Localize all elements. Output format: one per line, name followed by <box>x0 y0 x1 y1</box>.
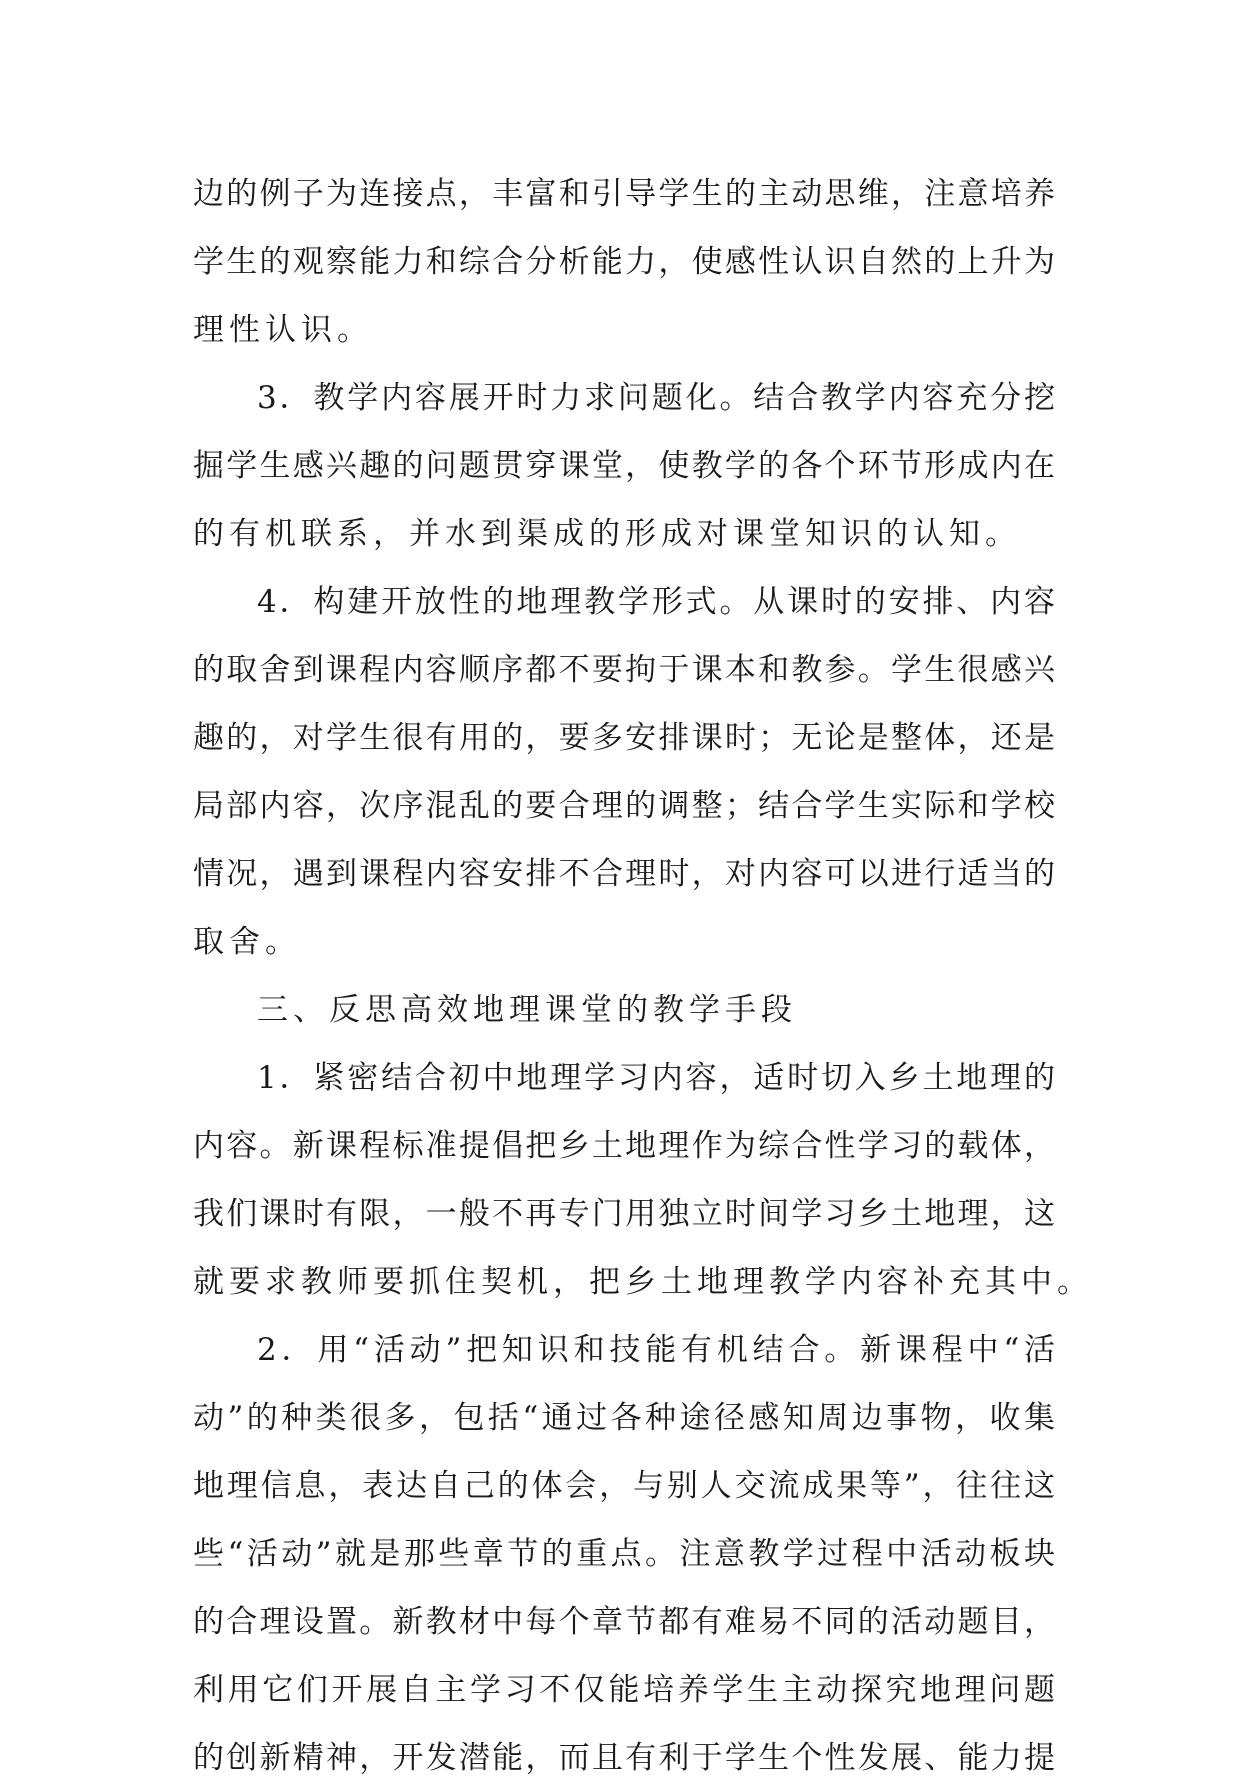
text-line: 内容。新课程标准提倡把乡土地理作为综合性学习的载体， <box>193 1128 1055 1164</box>
text-line: 就要求教师要抓住契机，把乡土地理教学内容补充其中。 <box>193 1264 1093 1300</box>
text-line: 动”的种类很多，包括“通过各种途径感知周边事物，收集 <box>193 1400 1055 1436</box>
text-line: 边的例子为连接点，丰富和引导学生的主动思维，注意培养 <box>193 176 1055 212</box>
text-line: 取舍。 <box>193 924 301 960</box>
text-line: 的取舍到课程内容顺序都不要拘于课本和教参。学生很感兴 <box>193 652 1055 688</box>
text-line: 我们课时有限，一般不再专门用独立时间学习乡土地理，这 <box>193 1196 1055 1232</box>
text-line: 理性认识。 <box>193 312 373 348</box>
text-line: 局部内容，次序混乱的要合理的调整；结合学生实际和学校 <box>193 788 1055 824</box>
text-line: 2．用“活动”把知识和技能有机结合。新课程中“活 <box>257 1332 1055 1368</box>
text-line: 1．紧密结合初中地理学习内容，适时切入乡土地理的 <box>257 1060 1055 1096</box>
text-line: 的有机联系，并水到渠成的形成对课堂知识的认知。 <box>193 516 1021 552</box>
text-line: 些“活动”就是那些章节的重点。注意教学过程中活动板块 <box>193 1536 1055 1572</box>
text-line: 地理信息，表达自己的体会，与别人交流成果等”，往往这 <box>193 1468 1055 1504</box>
body-text <box>193 160 1093 1792</box>
text-line: 利用它们开展自主学习不仅能培养学生主动探究地理问题 <box>193 1672 1055 1708</box>
text-line: 掘学生感兴趣的问题贯穿课堂，使教学的各个环节形成内在 <box>193 448 1055 484</box>
section-heading: 三、反思高效地理课堂的教学手段 <box>257 992 797 1028</box>
text-line: 学生的观察能力和综合分析能力，使感性认识自然的上升为 <box>193 244 1055 280</box>
text-line: 趣的，对学生很有用的，要多安排课时；无论是整体，还是 <box>193 720 1055 756</box>
text-line: 4．构建开放性的地理教学形式。从课时的安排、内容 <box>257 584 1055 620</box>
text-line: 的合理设置。新教材中每个章节都有难易不同的活动题目， <box>193 1604 1055 1640</box>
text-line: 的创新精神，开发潜能，而且有利于学生个性发展、能力提 <box>193 1740 1055 1776</box>
text-line: 情况，遇到课程内容安排不合理时，对内容可以进行适当的 <box>193 856 1055 892</box>
text-line: 3．教学内容展开时力求问题化。结合教学内容充分挖 <box>257 380 1055 416</box>
